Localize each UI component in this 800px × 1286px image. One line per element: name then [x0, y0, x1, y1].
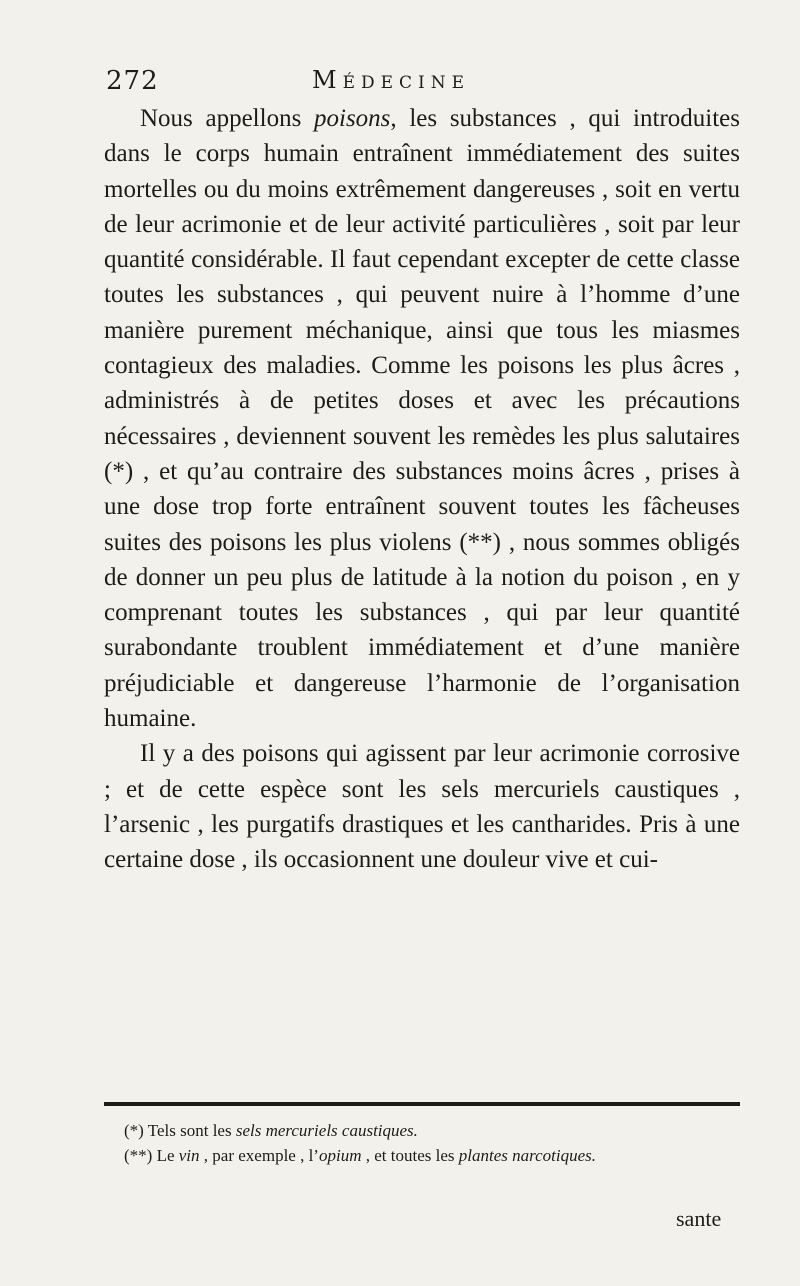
page-header: [106, 66, 738, 102]
footnote-2-text-e: , et toutes les: [361, 1146, 459, 1165]
running-title: Médecine: [312, 66, 471, 94]
catchword: sante: [676, 1206, 722, 1231]
footnote-1: [104, 1118, 740, 1143]
footnote-2-text-a: Le: [152, 1146, 179, 1165]
p1-text-rest: , les substances , qui introduites dans le corps humain entraînent immédiatement des suites mortelles ou du moins extrêmement dangereuses , soit en vertu de leur acrimonie et de leur activité particulières , soit par leur quantité considérable. Il faut cependant excepter de cette classe toutes les substances , qui peuvent nuire à l’homme d’une manière purement méchanique, ainsi que tous les miasmes contagieux des maladies. Comme les poisons les plus âcres , administrés à de petites doses et avec les précautions nécessaires , deviennent souvent les remèdes les plus salutaires (*) , et qu’au contraire des substances moins âcres , prises à une dose trop forte entraînent souvent toutes les fâcheuses suites des poisons les plus violens (**) , nous sommes obligés de donner un peu plus de latitude à la notion du poison , en y comprenant toutes les substances , qui par leur quantité surabondante troublent immédiatement et d’une manière préjudiciable et dangereuse l’harmonie de l’organisation humaine.: [104, 105, 740, 733]
footnote-rule: [104, 1102, 740, 1106]
footnote-2-italic-opium: opium: [318, 1146, 362, 1165]
footnotes: [104, 1118, 740, 1168]
p1-text-start: Nous appellons: [140, 105, 314, 132]
footnote-2-italic-vin: vin: [178, 1146, 200, 1165]
footnote-2-italic-plantes: plantes narcotiques.: [458, 1146, 596, 1165]
p1-italic-word: poisons: [314, 105, 391, 132]
footnote-1-mark: (*): [124, 1121, 144, 1140]
paragraph-2: Il y a des poisons qui agissent par leur acrimonie corrosive ; et de cette espèce sont les sels mercuriels caustiques , l’arsenic , les purgatifs drastiques et les cantharides. Pris à une certaine dose , ils occasionnent une douleur vive et cui-: [104, 740, 740, 874]
footnote-2: [104, 1143, 740, 1168]
footnote-1-text: Tels sont les: [143, 1121, 236, 1140]
paragraph-1: [104, 101, 740, 736]
page-number: 272: [106, 66, 159, 96]
footnote-2-text-c: , par exemple , l’: [199, 1146, 319, 1165]
footnote-1-italic: sels mercuriels caustiques.: [235, 1121, 418, 1140]
body-text: [104, 101, 740, 878]
footnote-2-mark: (**): [124, 1146, 153, 1165]
